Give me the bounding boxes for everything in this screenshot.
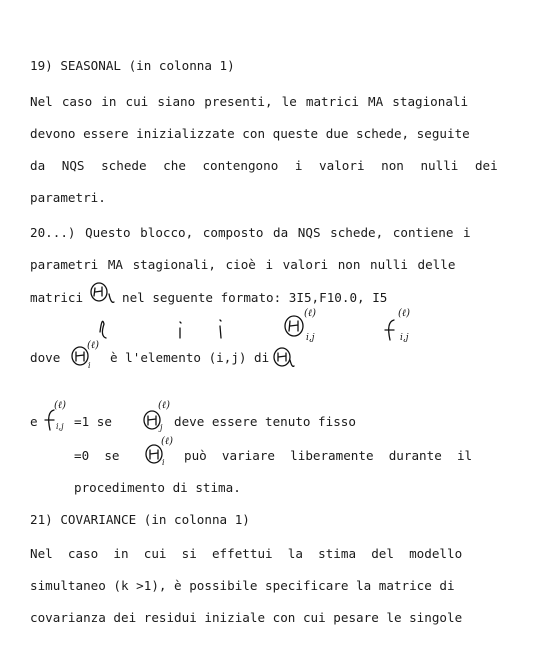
paragraph-line: matrici (30, 290, 84, 305)
paragraph-line: =0 se (74, 448, 120, 463)
svg-text:i,j: i,j (400, 333, 409, 343)
svg-text:(ℓ): (ℓ) (304, 308, 316, 319)
section-21-heading: 21) COVARIANCE (in colonna 1) (30, 512, 250, 527)
paragraph-line: può variare liberamente durante il (184, 448, 473, 463)
theta-ij-symbol-icon (142, 398, 172, 434)
paragraph-line: da NQS schede che contengono i valori non nulli dei (30, 158, 498, 173)
theta-l-symbol-icon (272, 346, 298, 372)
paragraph-line: è l'elemento (i,j) di (110, 350, 270, 365)
section-19-heading: 19) SEASONAL (in colonna 1) (30, 58, 235, 73)
paragraph-line: Nel caso in cui si effettui la stima del modello (30, 546, 463, 561)
paragraph-line: Nel caso in cui siano presenti, le matrici MA stagionali (30, 94, 469, 109)
paragraph-line: procedimento di stima. (74, 480, 241, 495)
svg-text:(ℓ): (ℓ) (158, 400, 170, 411)
svg-text:i: i (88, 361, 91, 370)
svg-text:(ℓ): (ℓ) (54, 400, 66, 411)
svg-text:i,j: i,j (306, 333, 315, 343)
svg-text:(ℓ): (ℓ) (161, 436, 173, 447)
paragraph-line: devono essere inizializzate con queste due schede, seguite (30, 126, 470, 141)
handwritten-field-labels-icon (80, 302, 440, 344)
svg-text:(ℓ): (ℓ) (87, 340, 99, 351)
svg-text:i,j: i,j (56, 422, 64, 431)
paragraph-line: =1 se (74, 414, 112, 429)
format-spec-text: nel seguente formato: 3I5,F10.0, I5 (122, 290, 388, 305)
theta-ij-symbol-icon (70, 336, 102, 370)
paragraph-line: deve essere tenuto fisso (174, 414, 356, 429)
svg-text:i: i (162, 458, 165, 467)
paragraph-line: parametri MA stagionali, cioè i valori non nulli delle (30, 257, 456, 272)
paragraph-line: covarianza dei residui iniziale con cui pesare le singole (30, 610, 463, 625)
theta-ij-symbol-icon (144, 434, 176, 468)
section-20-paragraph: 20...) Questo blocco, composto da NQS schede, contiene i (30, 225, 471, 240)
paragraph-line: parametri. (30, 190, 106, 205)
paragraph-line: simultaneo (k >1), è possibile specificare la matrice di (30, 578, 455, 593)
svg-text:j: j (160, 423, 163, 432)
paragraph-line: dove (30, 350, 61, 365)
f-ij-symbol-icon (40, 398, 74, 434)
svg-text:(ℓ): (ℓ) (398, 308, 410, 319)
paragraph-line: e (30, 414, 38, 429)
